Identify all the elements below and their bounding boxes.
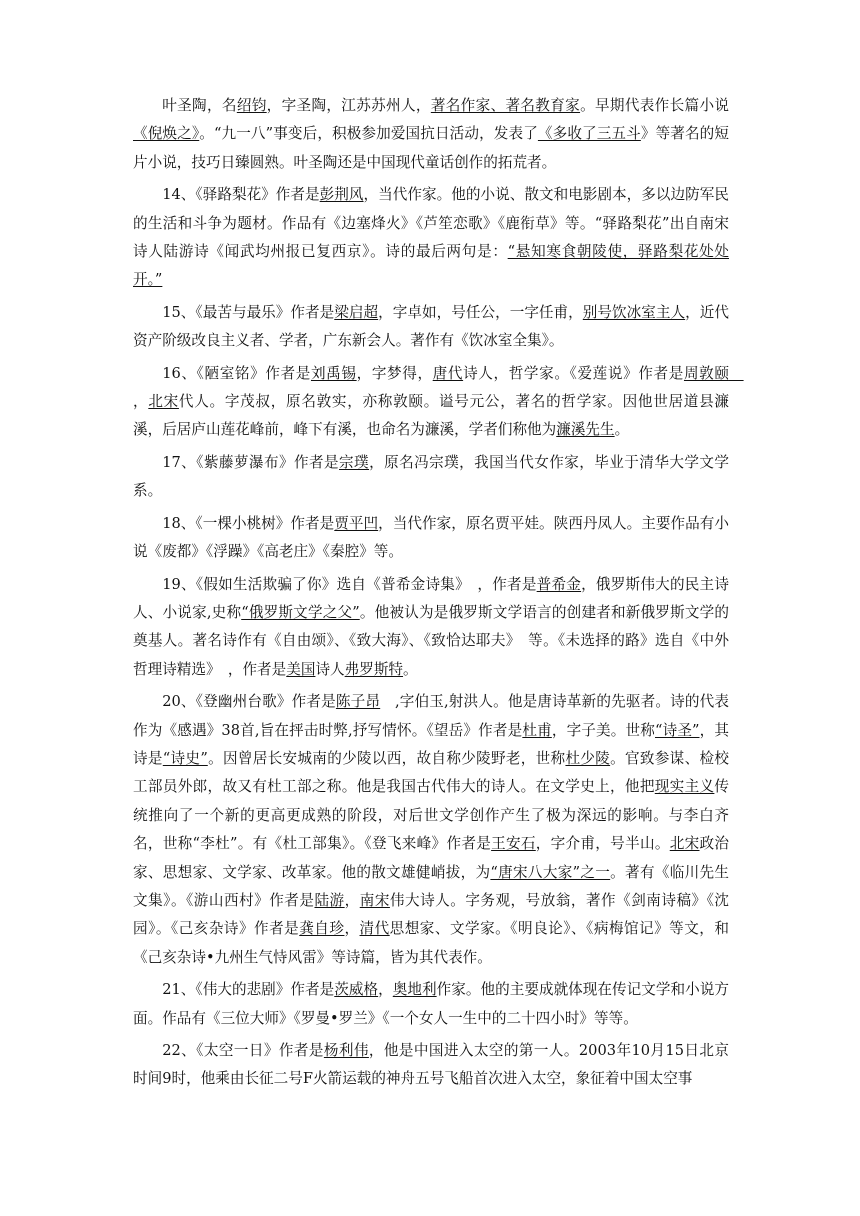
text-run: 。 xyxy=(403,660,418,678)
underlined-term: 《倪焕之》 xyxy=(133,125,200,143)
underlined-term: 茨威格 xyxy=(334,981,379,999)
underlined-term: 杨利伟 xyxy=(323,1042,369,1059)
text-run: 叶圣陶，名 xyxy=(162,97,237,114)
text-run: 16、《陋室铭》作者是 xyxy=(162,364,311,382)
text-run: 。著有《临川先生文集》。《游山西村》作者是 xyxy=(133,863,729,909)
text-run: 18、《一棵小桃树》作者是 xyxy=(162,514,335,532)
underlined-term: 普希金 xyxy=(536,575,582,593)
underlined-term: 龚自珍 xyxy=(299,920,345,938)
text-run: 作家。他的主要成就体现在传记文学和小说方面。作品有《三位大师》《罗曼•罗兰》《一个女人一生中的二十四小时》等等。 xyxy=(133,981,729,1027)
text-run: ， xyxy=(344,891,360,909)
underlined-term: 梁启超 xyxy=(334,303,379,321)
underlined-term: 杜少陵 xyxy=(565,749,611,767)
paragraph xyxy=(133,92,729,177)
text-run: 伟大诗人。字务观，号放翁，著作《剑南诗稿》《沈园》。《己亥杂诗》作者是 xyxy=(133,891,729,938)
underlined-term: 陈子昂 xyxy=(335,693,381,711)
underlined-term: “唐宋八大家”之一 xyxy=(490,863,611,881)
paragraph xyxy=(133,510,729,567)
text-run: ，当代作家。他的小说、散文和电影剧本，多以边防军民的生活和斗争为题材。作品有《边塞烽火》《芦笙恋歌》《鹿衔草》等。“驿路梨花”出自南宋诗人陆游诗《闻武均州报已复西京》。诗的最后两句是： xyxy=(133,186,729,261)
document-body xyxy=(133,92,744,1098)
paragraph xyxy=(133,449,729,506)
underlined-term: 现实主义 xyxy=(654,778,715,796)
paragraph xyxy=(133,1037,729,1094)
underlined-term: “俄罗斯文学之父” xyxy=(241,603,360,621)
underlined-term: 奥地利 xyxy=(392,981,437,999)
text-run: 20、《登幽州台歌》作者是 xyxy=(162,693,336,711)
underlined-term: 清代 xyxy=(359,920,390,938)
text-run: 17、《紫藤萝瀑布》作者是 xyxy=(162,453,340,471)
text-run: 21、《伟大的悲剧》作者是 xyxy=(162,981,335,999)
text-run: ， xyxy=(344,920,360,938)
text-run: ,字伯玉,射洪人。他是唐诗革新的先驱者。诗的代表作为《感遇》38首,旨在抨击时弊,抒写情怀。《望岳》作者是 xyxy=(133,693,729,739)
text-run: 传统推向了一个新的更高更成熟的阶段，对后世文学创作产生了极为深远的影响。与李白齐名，世称“李杜”。有《杜工部集》。《登飞来峰》作者是 xyxy=(133,778,729,853)
underlined-term: “诗史” xyxy=(162,749,208,767)
text-run: ，当代作家，原名贾平娃。陕西丹凤人。主要作品有小说《废都》《浮躁》《高老庄》《秦腔》等。 xyxy=(133,514,729,561)
underlined-term: 《多收了三五斗 xyxy=(537,125,641,143)
underlined-term: 濂溪先生 xyxy=(556,421,615,439)
paragraph xyxy=(133,976,729,1033)
text-run: ， xyxy=(133,393,149,411)
text-run: 。因曾居长安城南的少陵以西，故自称少陵野老，世称 xyxy=(207,749,566,767)
underlined-term: 北宋 xyxy=(148,393,179,411)
underlined-term: “诗圣” xyxy=(654,721,700,739)
text-run: 。“九一八”事变后，积极参加爱国抗日活动，发表了 xyxy=(199,125,538,143)
paragraph xyxy=(133,688,729,972)
text-run: ， xyxy=(378,981,393,999)
underlined-term: 陆游 xyxy=(314,891,345,909)
text-run: ，他是中国进入太空的第一人。2003年10月15日北京时间9时，他乘由长征二号F火箭运载的神舟五号飞船首次进入太空，象征着中国太空事 xyxy=(133,1042,729,1088)
underlined-term: 绍钧 xyxy=(236,97,267,114)
underlined-term: 南宋 xyxy=(359,891,390,909)
underlined-term: 北宋 xyxy=(669,835,700,853)
text-run: ，原名冯宗璞，我国当代女作家，毕业于清华大学文学系。 xyxy=(133,453,729,500)
text-run: 政治家、思想家、文学家、改革家。他的散文雄健峭拔，为 xyxy=(133,835,729,881)
text-run: ，俄罗斯伟大的民主诗人、小说家,史称 xyxy=(133,575,729,621)
underlined-term: 王安石 xyxy=(491,835,536,853)
underlined-term: 美国 xyxy=(286,660,316,678)
paragraph xyxy=(133,571,729,685)
text-run: 。他被认为是俄罗斯文学语言的创建者和新俄罗斯文学的奠基人。著名诗作有《自由颂》、《致大海》、《致恰达耶夫》 等。《未选择的路》选自《中外哲理诗精选》 ，作者是 xyxy=(133,603,729,678)
underlined-term: 周敦颐 xyxy=(683,364,744,382)
paragraph xyxy=(133,181,729,295)
paragraph xyxy=(133,299,729,356)
text-run: ，近代资产阶级改良主义者、学者，广东新会人。著作有《饮冰室全集》。 xyxy=(133,303,729,350)
paragraph xyxy=(133,360,744,445)
underlined-term: 著名作家、著名教育家 xyxy=(430,97,581,114)
text-run: 》等著名的短片小说，技巧日臻圆熟。叶圣陶还是中国现代童话创作的拓荒者。 xyxy=(133,125,729,171)
text-run: 22、《太空一日》作者是 xyxy=(162,1042,324,1059)
text-run: 诗人，哲学家。《爱莲说》作者是 xyxy=(463,364,684,382)
text-run: 。 xyxy=(614,421,630,439)
text-run: ，其诗是 xyxy=(133,721,729,767)
text-run: 。早期代表作长篇小说 xyxy=(580,97,729,114)
text-run: 19、《假如生活欺骗了你》选自《普希金诗集》 ，作者是 xyxy=(162,575,537,593)
text-run: 思想家、文学家。《明良论》、《病梅馆记》等文，和《己亥杂诗•九州生气恃风雷》等诗篇，皆为其代表作。 xyxy=(133,920,729,966)
text-run: 。官致参谋、检校工部员外郎，故又有杜工部之称。他是我国古代伟大的诗人。在文学史上，他把 xyxy=(133,749,729,796)
text-run: 诗人 xyxy=(315,660,345,678)
text-run: ，字圣陶，江苏苏州人， xyxy=(266,97,431,114)
text-run: ，字介甫，号半山。 xyxy=(535,835,670,853)
underlined-term: 宗璞 xyxy=(339,453,370,471)
text-run: ，字卓如，号任公，一字任甫， xyxy=(378,303,583,321)
text-run: 15、《最苦与最乐》作者是 xyxy=(162,303,335,321)
text-run: 14、《驿路梨花》作者是 xyxy=(162,186,320,204)
underlined-term: 杜甫 xyxy=(522,721,552,739)
underlined-term: “悬知寒食朝陵使，驿路梨花处处开。” xyxy=(133,243,730,289)
underlined-term: 贾平凹 xyxy=(334,514,379,532)
underlined-term: 弗罗斯特 xyxy=(344,660,404,678)
text-run: ，字子美。世称 xyxy=(551,721,655,739)
underlined-term: 别号饮冰室主人 xyxy=(582,303,686,321)
text-run: 代人。字茂叔，原名敦实，亦称敦颐。谥号元公，著名的哲学家。因他世居道县濂溪，后居庐山莲花峰前，峰下有溪，也命名为濂溪，学者们称他为 xyxy=(133,393,729,439)
underlined-term: 彭荆风 xyxy=(319,186,364,204)
underlined-term: 唐代 xyxy=(432,364,464,382)
text-run: ，字梦得， xyxy=(356,364,433,382)
underlined-term: 刘禹锡 xyxy=(310,364,357,382)
